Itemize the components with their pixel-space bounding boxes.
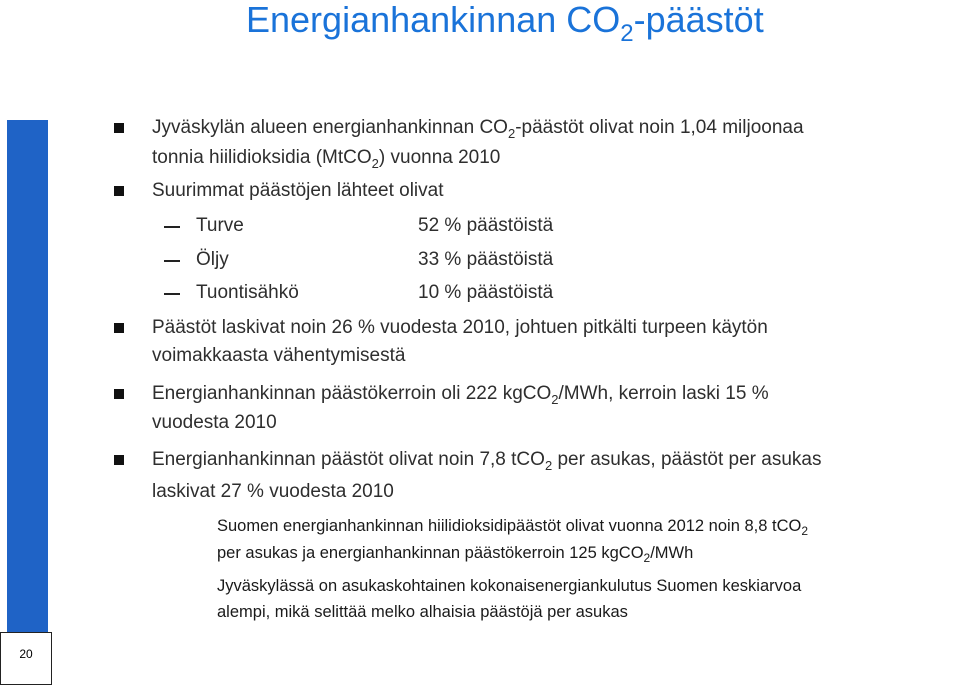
dash-icon <box>164 293 180 295</box>
dash-icon <box>164 260 180 262</box>
bullet-5-line-2: laskivat 27 % vuodesta 2010 <box>152 481 394 502</box>
source-value: 10 % päästöistä <box>418 282 554 303</box>
bullet-square-icon <box>114 455 124 465</box>
sub-paragraph-2-line-2: alempi, mikä selittää melko alhaisia päästöjä per asukas <box>217 603 628 621</box>
title-text: Energianhankinnan CO <box>246 0 621 40</box>
dash-icon <box>164 226 180 228</box>
bullet-3-line-1: Päästöt laskivat noin 26 % vuodesta 2010, johtuen pitkälti turpeen käytön <box>152 317 768 338</box>
bullet-square-icon <box>114 123 124 133</box>
title-subscript: 2 <box>620 20 634 47</box>
bullet-4-line-1: Energianhankinnan päästökerroin oli 222 kgCO$_2$/MWh, kerroin laski 15 % <box>152 383 769 407</box>
sub-paragraph-1-line-2: per asukas ja energianhankinnan päästökerroin 125 kgCO$_2$/MWh <box>217 544 694 565</box>
bullet-1-line-2: tonnia hiilidioksidia (MtCO$_2$) vuonna 2010 <box>152 147 501 171</box>
bullet-2-line-1: Suurimmat päästöjen lähteet olivat <box>152 180 444 201</box>
bullet-1-line-1: Jyväskylän alueen energianhankinnan $CO_2$-päästöt olivat noin 1,04 miljoonaa <box>152 117 804 141</box>
bullet-4-line-2: vuodesta 2010 <box>152 412 277 433</box>
bullet-3-line-2: voimakkaasta vähentymisestä <box>152 345 406 366</box>
source-value: 33 % päästöistä <box>418 249 554 270</box>
source-label: Tuontisähkö <box>196 282 299 303</box>
bullet-square-icon <box>114 186 124 196</box>
sub-paragraph-2-line-1: Jyväskylässä on asukaskohtainen kokonaisenergiankulutus Suomen keskiarvoa <box>217 577 802 595</box>
sub-paragraph-1-line-1: Suomen energianhankinnan hiilidioksidipäästöt olivat vuonna 2012 noin 8,8 tCO$_2$ <box>217 517 809 538</box>
source-label: Öljy <box>196 249 229 270</box>
page-number: 20 <box>19 647 33 661</box>
source-value: 52 % päästöistä <box>418 215 554 236</box>
title-text-end: -päästöt <box>633 0 764 40</box>
bullet-square-icon <box>114 389 124 399</box>
bullet-5-line-1: Energianhankinnan päästöt olivat noin 7,8 tCO$_2$ per asukas, päästöt per asukas <box>152 449 822 473</box>
bullet-square-icon <box>114 323 124 333</box>
source-label: Turve <box>196 215 244 236</box>
